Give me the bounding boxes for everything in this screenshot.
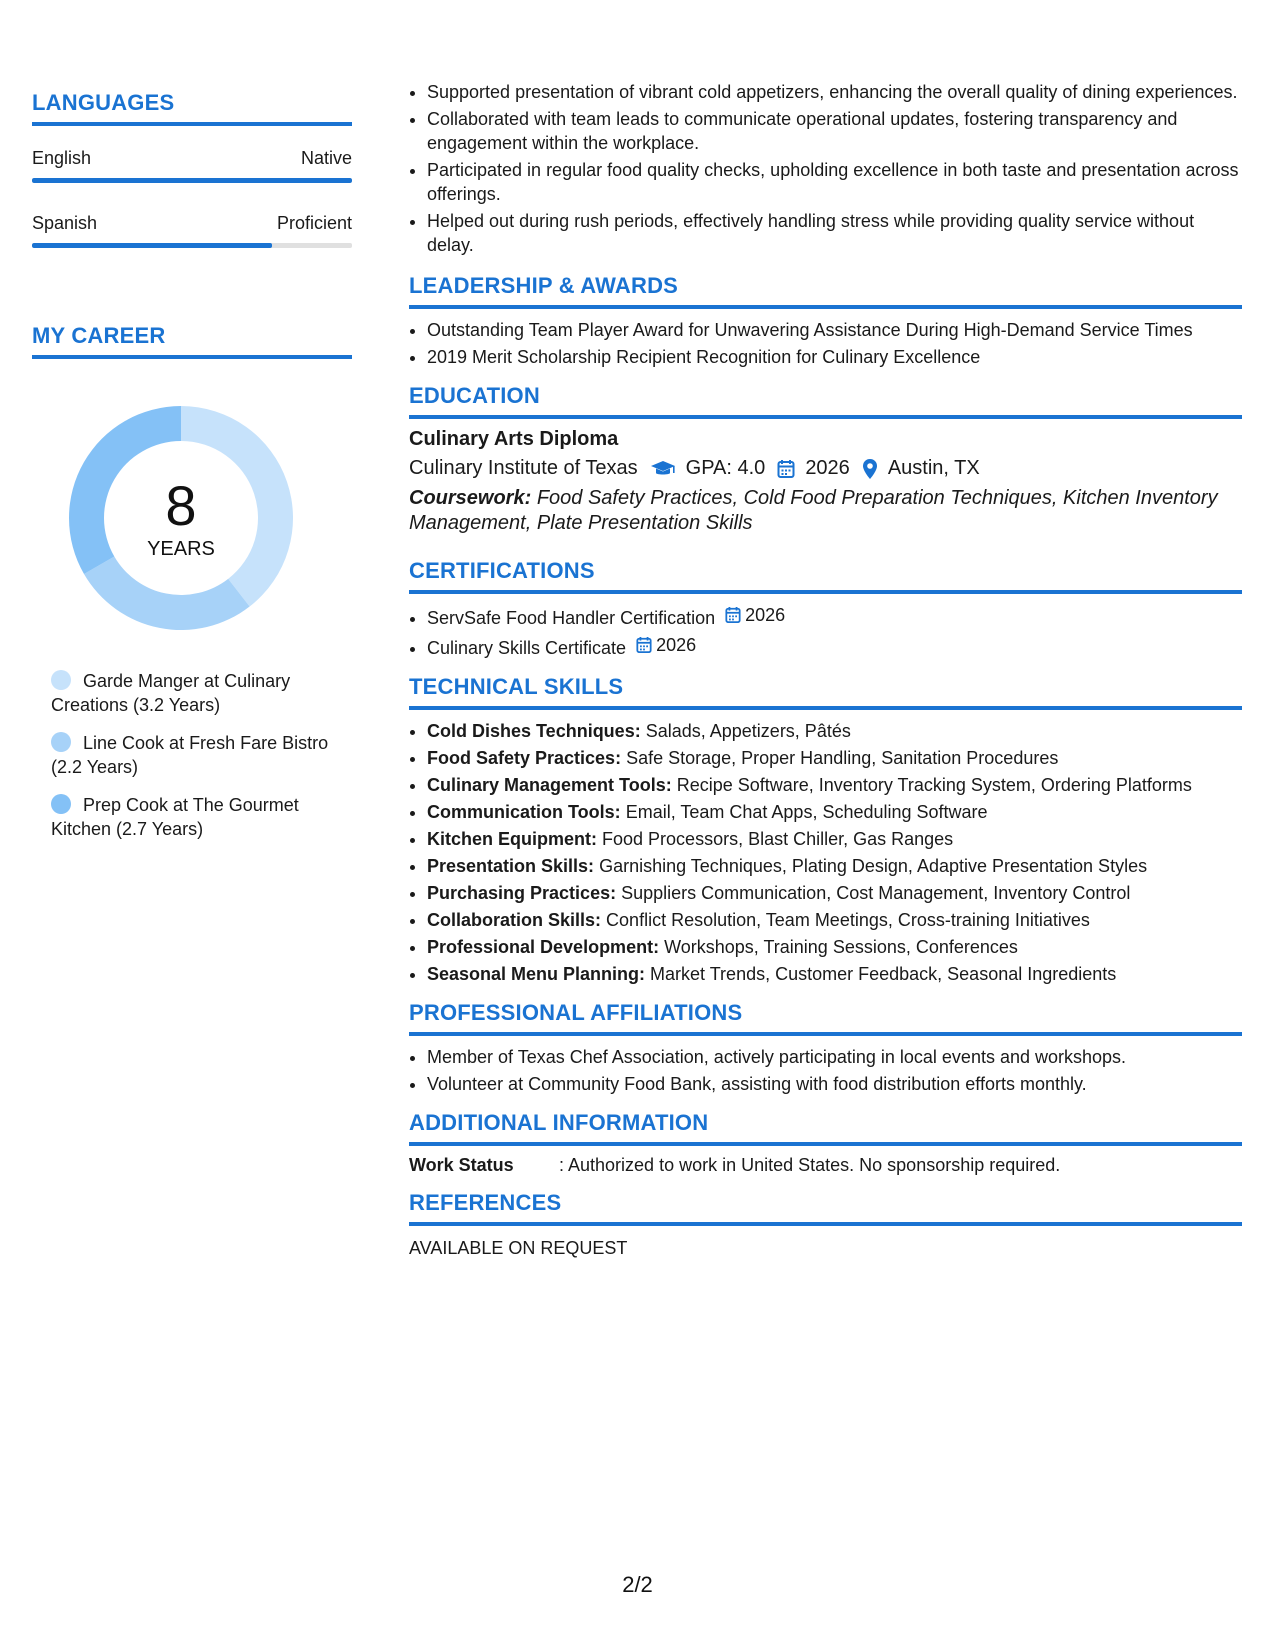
career-title: MY CAREER: [32, 323, 166, 348]
skill-value: Food Processors, Blast Chiller, Gas Ranges: [602, 829, 954, 849]
skill-label: Presentation Skills:: [427, 856, 595, 876]
section-divider: [409, 706, 1242, 710]
experience-bullets: [409, 80, 1242, 257]
circle-dot-icon: [51, 670, 71, 690]
references-section: [409, 1190, 1242, 1259]
skills-section: [409, 674, 1242, 986]
skill-value: Salads, Appetizers, Pâtés: [645, 721, 851, 741]
language-proficiency-fill: [32, 243, 272, 248]
language-item: [32, 148, 352, 183]
main-column: [409, 80, 1242, 1259]
skill-value: Market Trends, Customer Feedback, Seasonal Ingredients: [650, 964, 1117, 984]
coursework-text: Food Safety Practices, Cold Food Preparation Techniques, Kitchen Inventory Management, Plate Presentation Skills: [409, 487, 1218, 534]
section-divider: [32, 122, 352, 126]
work-status-row: [409, 1155, 1242, 1176]
education-title: EDUCATION: [409, 383, 540, 408]
skill-value: Email, Team Chat Apps, Scheduling Software: [625, 802, 988, 822]
experience-bullet: • Supported presentation of vibrant cold appetizers, enhancing the overall quality of dining experiences.: [427, 80, 1242, 104]
language-proficiency-fill: [32, 178, 352, 183]
skill-item: [427, 719, 1242, 743]
award-item: • Outstanding Team Player Award for Unwavering Assistance During High-Demand Service Times: [427, 318, 1242, 342]
references-title: REFERENCES: [409, 1190, 562, 1215]
donut-center: [66, 403, 296, 633]
skill-value: Recipe Software, Inventory Tracking System, Ordering Platforms: [676, 775, 1192, 795]
skill-label: Seasonal Menu Planning:: [427, 964, 646, 984]
affiliation-item: • Member of Texas Chef Association, actively participating in local events and workshops.: [427, 1045, 1242, 1069]
career-legend: [51, 669, 331, 841]
skill-item: [427, 935, 1242, 959]
affiliations-section: [409, 1000, 1242, 1096]
skill-value: Suppliers Communication, Cost Management, Inventory Control: [621, 883, 1131, 903]
certification-year-wrap: [636, 633, 696, 657]
experience-bullet: • Participated in regular food quality checks, upholding excellence in both taste and presentation across offerings.: [427, 158, 1242, 206]
skill-label: Cold Dishes Techniques:: [427, 721, 641, 741]
skill-label: Purchasing Practices:: [427, 883, 617, 903]
language-name: Spanish: [32, 213, 98, 233]
skill-item: [427, 962, 1242, 986]
language-level: Proficient: [276, 213, 352, 233]
skill-value: Conflict Resolution, Team Meetings, Cross-training Initiatives: [606, 910, 1090, 930]
language-row: [32, 213, 352, 234]
section-divider: [409, 1142, 1242, 1146]
education-gpa: GPA: 4.0: [685, 457, 766, 479]
skill-label: Food Safety Practices:: [427, 748, 622, 768]
skill-value: Garnishing Techniques, Plating Design, Adaptive Presentation Styles: [599, 856, 1148, 876]
skill-label: Kitchen Equipment:: [427, 829, 597, 849]
skill-value: Workshops, Training Sessions, Conferences: [664, 937, 1018, 957]
location-pin-icon: [862, 458, 878, 480]
section-divider: [409, 1032, 1242, 1036]
education-section: [409, 383, 1242, 536]
skill-label: Collaboration Skills:: [427, 910, 602, 930]
education-school: Culinary Institute of Texas: [409, 457, 638, 479]
skill-item: [427, 827, 1242, 851]
calendar-icon: [636, 636, 656, 654]
education-year: 2026: [805, 457, 850, 479]
sidebar: [32, 90, 352, 855]
leadership-section: [409, 273, 1242, 369]
career-legend-label: Prep Cook at The Gourmet Kitchen (2.7 Years): [51, 795, 299, 839]
calendar-icon: [777, 459, 795, 479]
page-number: 2/2: [622, 1572, 653, 1597]
certifications-title: CERTIFICATIONS: [409, 558, 595, 583]
certification-name: Culinary Skills Certificate: [427, 638, 627, 658]
career-legend-item: [51, 731, 331, 779]
certification-item: [427, 633, 1242, 660]
career-total-unit: YEARS: [147, 537, 215, 560]
calendar-icon: [725, 606, 745, 624]
career-total-years: 8: [165, 473, 197, 537]
skill-item: [427, 908, 1242, 932]
education-coursework: [409, 486, 1242, 536]
skills-title: TECHNICAL SKILLS: [409, 674, 624, 699]
certification-name: ServSafe Food Handler Certification: [427, 608, 716, 628]
career-legend-item: [51, 669, 331, 717]
certifications-section: [409, 558, 1242, 660]
certifications-list: [409, 603, 1242, 660]
section-divider: [409, 305, 1242, 309]
circle-dot-icon: [51, 732, 71, 752]
additional-section: [409, 1110, 1242, 1176]
references-text: AVAILABLE ON REQUEST: [409, 1238, 628, 1258]
language-proficiency-bar: [32, 178, 352, 183]
skill-item: [427, 800, 1242, 824]
skill-item: [427, 773, 1242, 797]
skill-value: Safe Storage, Proper Handling, Sanitation Procedures: [626, 748, 1059, 768]
award-item: • 2019 Merit Scholarship Recipient Recognition for Culinary Excellence: [427, 345, 1242, 369]
language-proficiency-bar: [32, 243, 352, 248]
leadership-title: LEADERSHIP & AWARDS: [409, 273, 679, 298]
career-legend-label: Garde Manger at Culinary Creations (3.2 Years): [51, 671, 291, 715]
affiliations-list: [409, 1045, 1242, 1096]
additional-title: ADDITIONAL INFORMATION: [409, 1110, 709, 1135]
skill-item: [427, 854, 1242, 878]
certification-item: [427, 603, 1242, 630]
work-status-value: : Authorized to work in United States. No sponsorship required.: [559, 1155, 1061, 1175]
language-name: English: [32, 148, 92, 168]
languages-section: [32, 90, 352, 248]
skill-item: [427, 746, 1242, 770]
skills-list: [409, 719, 1242, 986]
skill-label: Culinary Management Tools:: [427, 775, 672, 795]
skill-item: [427, 881, 1242, 905]
language-row: [32, 148, 352, 169]
language-level: Native: [300, 148, 352, 168]
certification-year-wrap: [725, 603, 785, 627]
section-divider: [409, 590, 1242, 594]
experience-bullet: • Collaborated with team leads to communicate operational updates, fostering transparency and engagement within the workplace.: [427, 107, 1242, 155]
section-divider: [409, 1222, 1242, 1226]
section-divider: [32, 355, 352, 359]
skill-label: Communication Tools:: [427, 802, 621, 822]
career-donut-chart: [66, 403, 296, 633]
affiliation-item: • Volunteer at Community Food Bank, assisting with food distribution efforts monthly.: [427, 1072, 1242, 1096]
certification-year: 2026: [745, 605, 786, 625]
language-item: [32, 213, 352, 248]
coursework-label: Coursework:: [409, 487, 532, 509]
languages-list: [32, 148, 352, 248]
leadership-list: [409, 318, 1242, 369]
education-details: [409, 457, 1242, 480]
career-section: [32, 323, 352, 841]
career-legend-item: [51, 793, 331, 841]
graduation-cap-icon: [650, 459, 676, 479]
experience-bullet: • Helped out during rush periods, effectively handling stress while providing quality service without delay.: [427, 209, 1242, 257]
certification-year: 2026: [656, 635, 697, 655]
skill-label: Professional Development:: [427, 937, 660, 957]
languages-title: LANGUAGES: [32, 90, 175, 115]
education-location: Austin, TX: [887, 457, 980, 479]
work-status-label: Work Status: [409, 1155, 514, 1175]
section-divider: [409, 415, 1242, 419]
career-legend-label: Line Cook at Fresh Fare Bistro (2.2 Years): [51, 733, 329, 777]
circle-dot-icon: [51, 794, 71, 814]
affiliations-title: PROFESSIONAL AFFILIATIONS: [409, 1000, 743, 1025]
education-degree: Culinary Arts Diploma: [409, 428, 619, 450]
